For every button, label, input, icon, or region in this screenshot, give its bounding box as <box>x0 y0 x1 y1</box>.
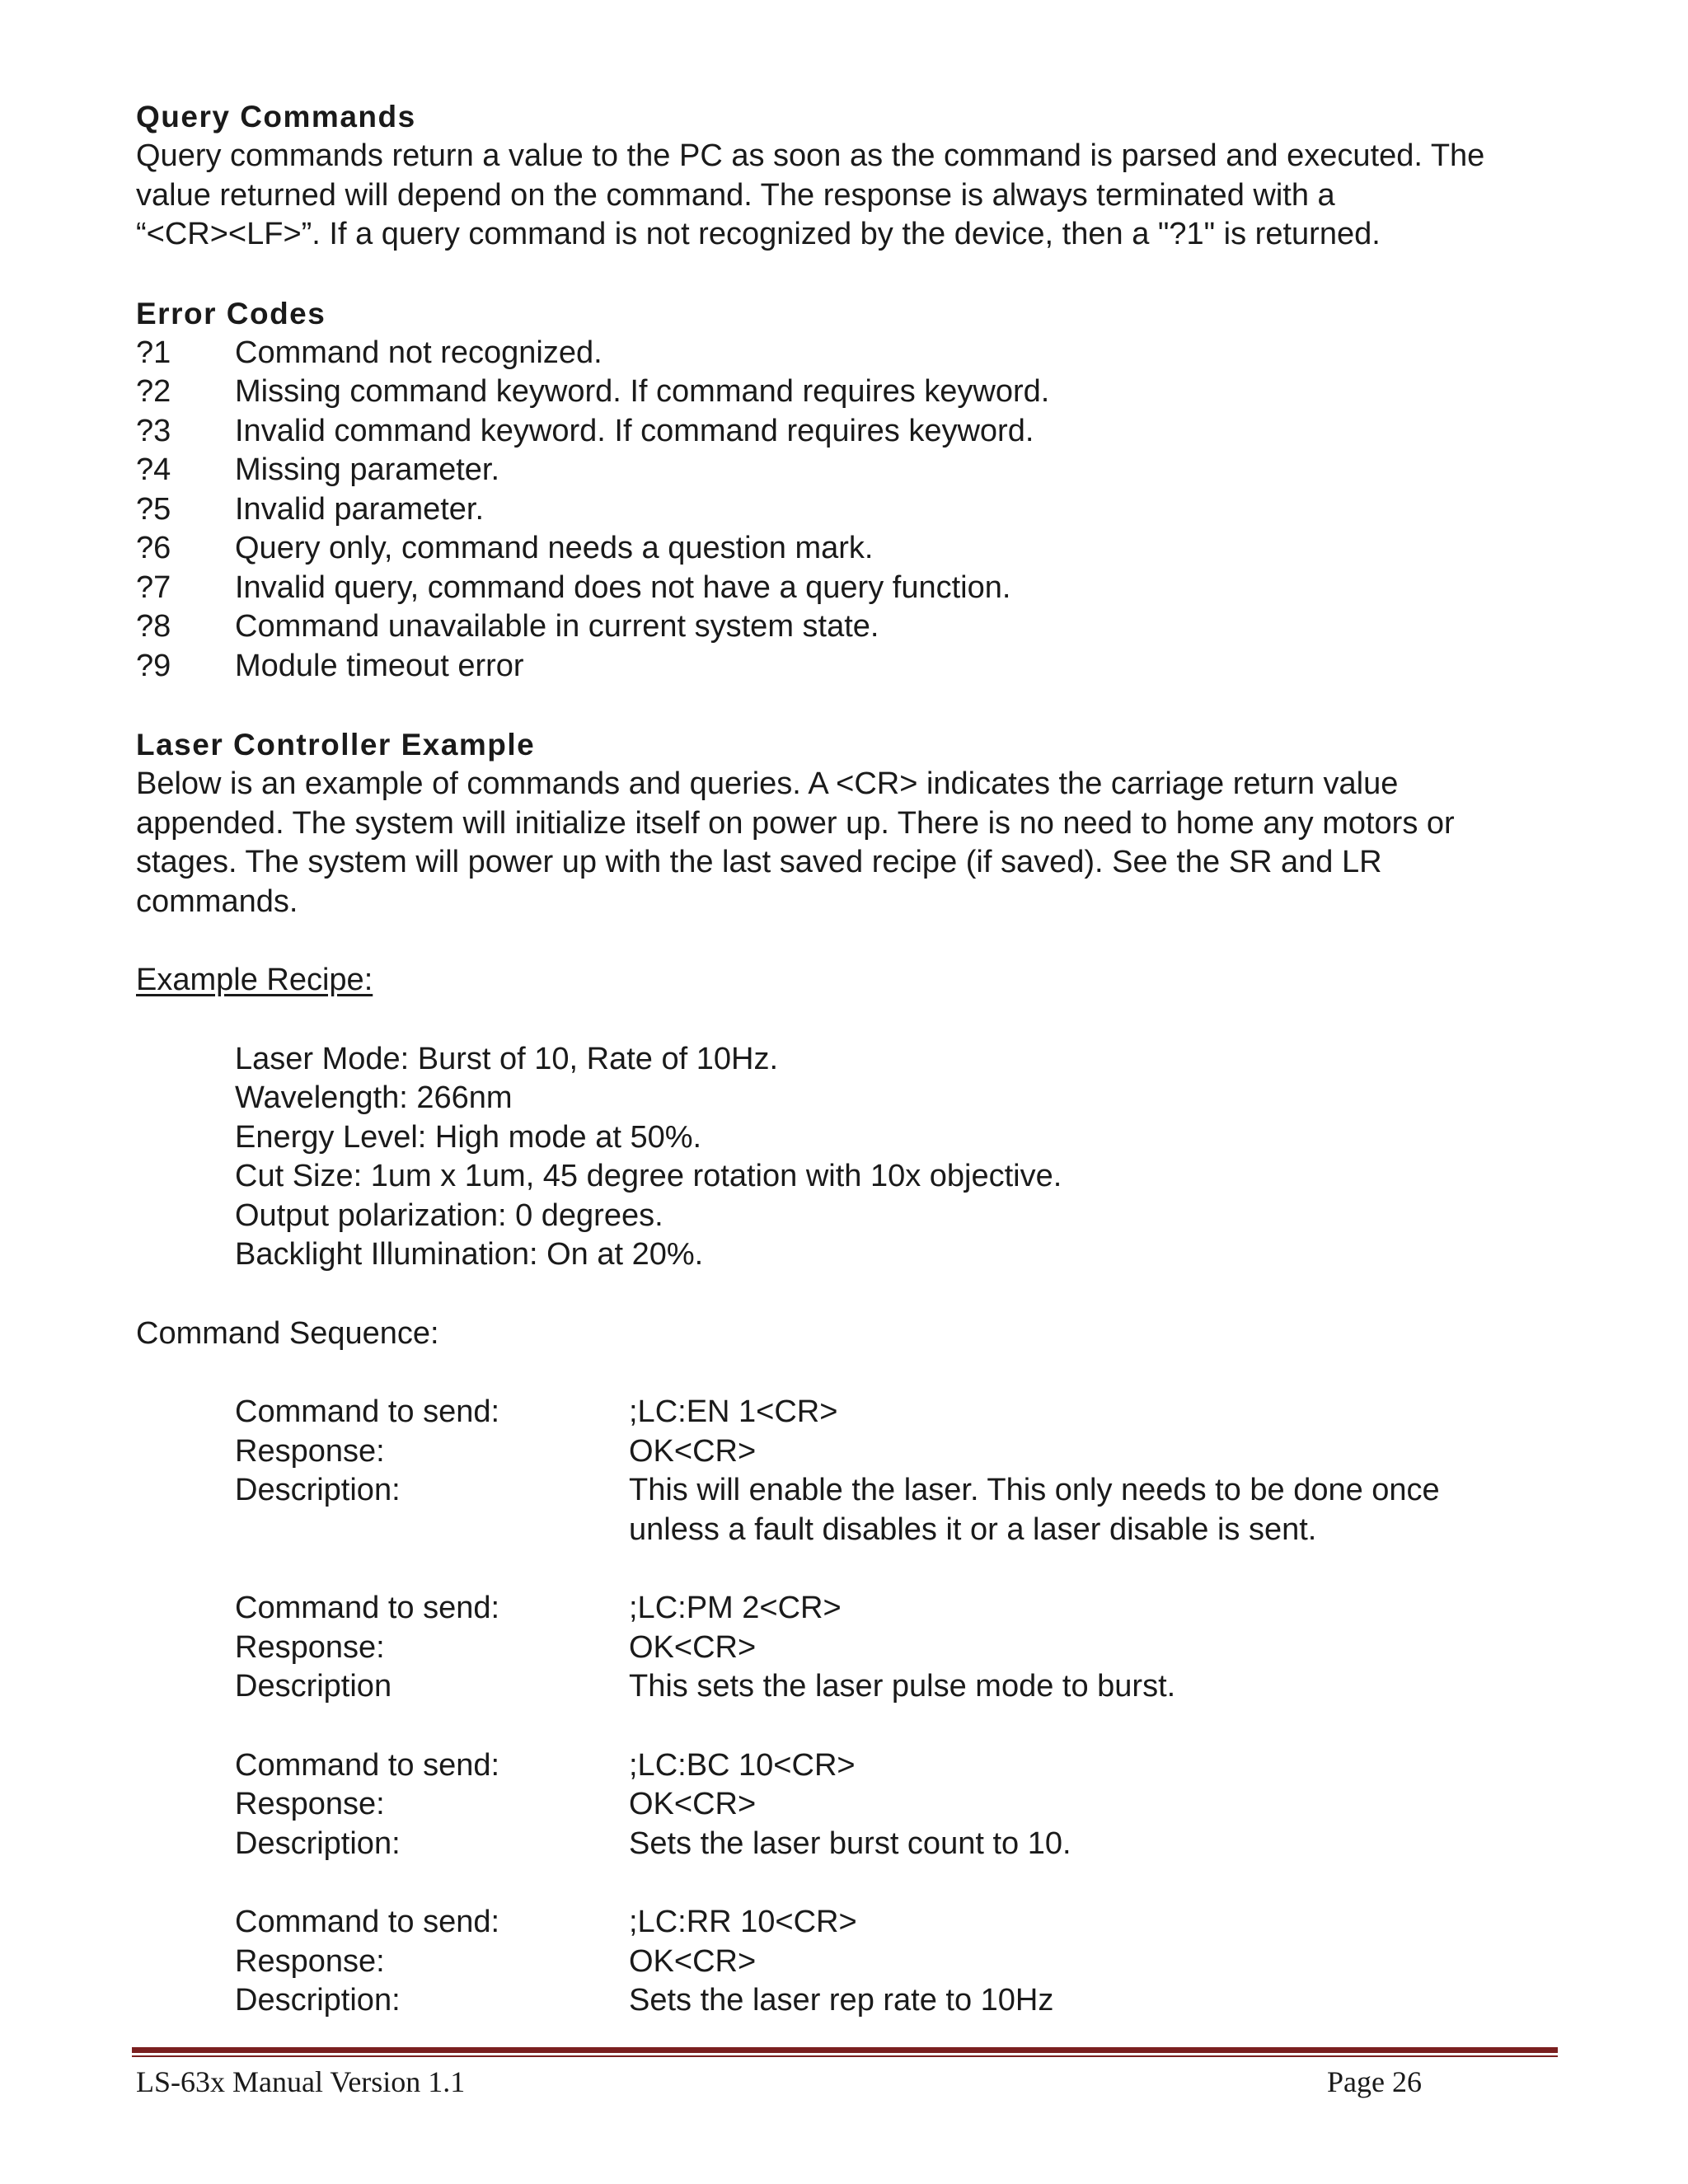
example-recipe-title: Example Recipe: <box>136 963 373 997</box>
command-response-value: OK<CR> <box>629 1629 757 1665</box>
command-description-value: Sets the laser burst count to 10. <box>629 1825 1071 1861</box>
command-description-line: This will enable the laser. This only needs to be done once <box>629 1473 1440 1507</box>
footer-manual-version: LS-63x Manual Version 1.1 <box>136 2065 466 2098</box>
command-entry <box>235 1589 1562 1707</box>
error-code: ?8 <box>136 609 171 644</box>
laser-example-line: Below is an example of commands and queries. A <CR> indicates the carriage return value <box>136 766 1399 801</box>
query-commands-line: Query commands return a value to the PC as soon as the command is parsed and executed. The <box>136 138 1485 173</box>
recipe-item: Backlight Illumination: On at 20%. <box>235 1237 704 1272</box>
laser-example-heading: Laser Controller Example <box>136 728 536 762</box>
spacer <box>136 1275 1562 1315</box>
spacer <box>136 1863 1562 1903</box>
command-description-row <box>235 1981 1562 2021</box>
command-description-row <box>235 1667 1562 1707</box>
error-code: ?3 <box>136 413 171 448</box>
command-response-label: Response: <box>235 1433 385 1469</box>
command-response-row <box>235 1943 1562 1982</box>
command-description-line: unless a fault disables it or a laser disable is sent. <box>629 1511 1317 1547</box>
command-response-value: OK<CR> <box>629 1433 757 1469</box>
error-description: Module timeout error <box>235 648 524 683</box>
query-commands-line: “<CR><LF>”. If a query command is not recognized by the device, then a "?1" is returned. <box>136 217 1381 251</box>
error-code: ?2 <box>136 374 171 409</box>
command-response-label: Response: <box>235 1943 385 1979</box>
query-commands-line: value returned will depend on the command. The response is always terminated with a <box>136 177 1335 213</box>
error-code-item <box>136 451 1562 490</box>
command-description-label: Description: <box>235 1825 401 1861</box>
error-code: ?5 <box>136 491 171 527</box>
error-description: Query only, command needs a question mark. <box>235 531 874 565</box>
command-description-value: Sets the laser rep rate to 10Hz <box>629 1983 1054 2018</box>
command-response-value: OK<CR> <box>629 1787 757 1821</box>
spacer <box>136 921 1562 961</box>
laser-example-line: stages. The system will power up with the last saved recipe (if saved). See the SR and LR <box>136 845 1382 879</box>
error-description: Command unavailable in current system state. <box>235 609 879 644</box>
command-send-row <box>235 1589 1562 1629</box>
error-code-item <box>136 569 1562 608</box>
command-response-value: OK<CR> <box>629 1943 757 1979</box>
command-description-label: Description: <box>235 1473 401 1507</box>
error-code-item <box>136 607 1562 647</box>
error-code: ?4 <box>136 452 171 487</box>
page-footer <box>136 2062 1422 2102</box>
spacer <box>136 1001 1562 1040</box>
recipe-item: Cut Size: 1um x 1um, 45 degree rotation with 10x objective. <box>235 1159 1062 1193</box>
command-description-value: This sets the laser pulse mode to burst. <box>629 1669 1176 1704</box>
command-entry <box>235 1903 1562 2021</box>
document-page <box>136 97 1562 2021</box>
command-response-row <box>235 1785 1562 1825</box>
recipe-item: Laser Mode: Burst of 10, Rate of 10Hz. <box>235 1041 779 1076</box>
spacer <box>136 1353 1562 1393</box>
command-send-value: ;LC:PM 2<CR> <box>629 1591 842 1625</box>
footer-rule-thin <box>132 2055 1558 2057</box>
error-description: Invalid query, command does not have a query function. <box>235 569 1011 605</box>
command-response-row <box>235 1629 1562 1668</box>
footer-rule <box>132 2047 1558 2053</box>
spacer <box>136 686 1562 725</box>
command-response-row <box>235 1432 1562 1472</box>
command-response-label: Response: <box>235 1629 385 1665</box>
command-send-value: ;LC:EN 1<CR> <box>629 1394 838 1429</box>
spacer <box>136 1549 1562 1589</box>
error-description: Missing parameter. <box>235 452 500 487</box>
command-entry <box>235 1393 1562 1549</box>
spacer <box>136 1707 1562 1746</box>
command-entry <box>235 1746 1562 1864</box>
command-send-label: Command to send: <box>235 1747 500 1783</box>
error-code-item <box>136 647 1562 687</box>
command-description-row <box>235 1825 1562 1864</box>
command-send-label: Command to send: <box>235 1394 500 1429</box>
query-commands-heading: Query Commands <box>136 100 416 134</box>
recipe-item: Energy Level: High mode at 50%. <box>235 1119 702 1155</box>
error-code: ?6 <box>136 531 171 565</box>
error-code-item <box>136 412 1562 452</box>
recipe-item: Output polarization: 0 degrees. <box>235 1197 663 1233</box>
command-description-label: Description <box>235 1669 392 1704</box>
command-send-value: ;LC:BC 10<CR> <box>629 1747 856 1783</box>
command-response-label: Response: <box>235 1787 385 1821</box>
error-code: ?1 <box>136 335 171 370</box>
error-code-list <box>136 334 1562 687</box>
footer-page-number: Page 26 <box>1327 2065 1422 2098</box>
command-description-row <box>235 1471 1562 1549</box>
command-description-value <box>629 1471 1562 1549</box>
error-code-item <box>136 490 1562 530</box>
spacer <box>136 255 1562 294</box>
error-code-item <box>136 334 1562 373</box>
command-sequence-title: Command Sequence: <box>136 1315 439 1351</box>
command-send-label: Command to send: <box>235 1591 500 1625</box>
command-send-row <box>235 1903 1562 1943</box>
command-send-value: ;LC:RR 10<CR> <box>629 1905 857 1939</box>
recipe-list <box>235 1040 1562 1275</box>
recipe-item: Wavelength: 266nm <box>235 1080 513 1115</box>
command-send-label: Command to send: <box>235 1905 500 1939</box>
error-description: Command not recognized. <box>235 335 603 370</box>
laser-example-line: commands. <box>136 883 298 919</box>
laser-example-line: appended. The system will initialize itself on power up. There is no need to home any motors or <box>136 805 1455 841</box>
error-code-item <box>136 373 1562 412</box>
command-description-label: Description: <box>235 1983 401 2018</box>
error-codes-heading: Error Codes <box>136 296 326 330</box>
error-code-item <box>136 529 1562 569</box>
command-send-row <box>235 1393 1562 1432</box>
error-code: ?9 <box>136 648 171 683</box>
error-code: ?7 <box>136 569 171 605</box>
error-description: Invalid parameter. <box>235 491 485 527</box>
command-send-row <box>235 1746 1562 1786</box>
error-description: Missing command keyword. If command requires keyword. <box>235 374 1050 409</box>
error-description: Invalid command keyword. If command requires keyword. <box>235 413 1034 448</box>
